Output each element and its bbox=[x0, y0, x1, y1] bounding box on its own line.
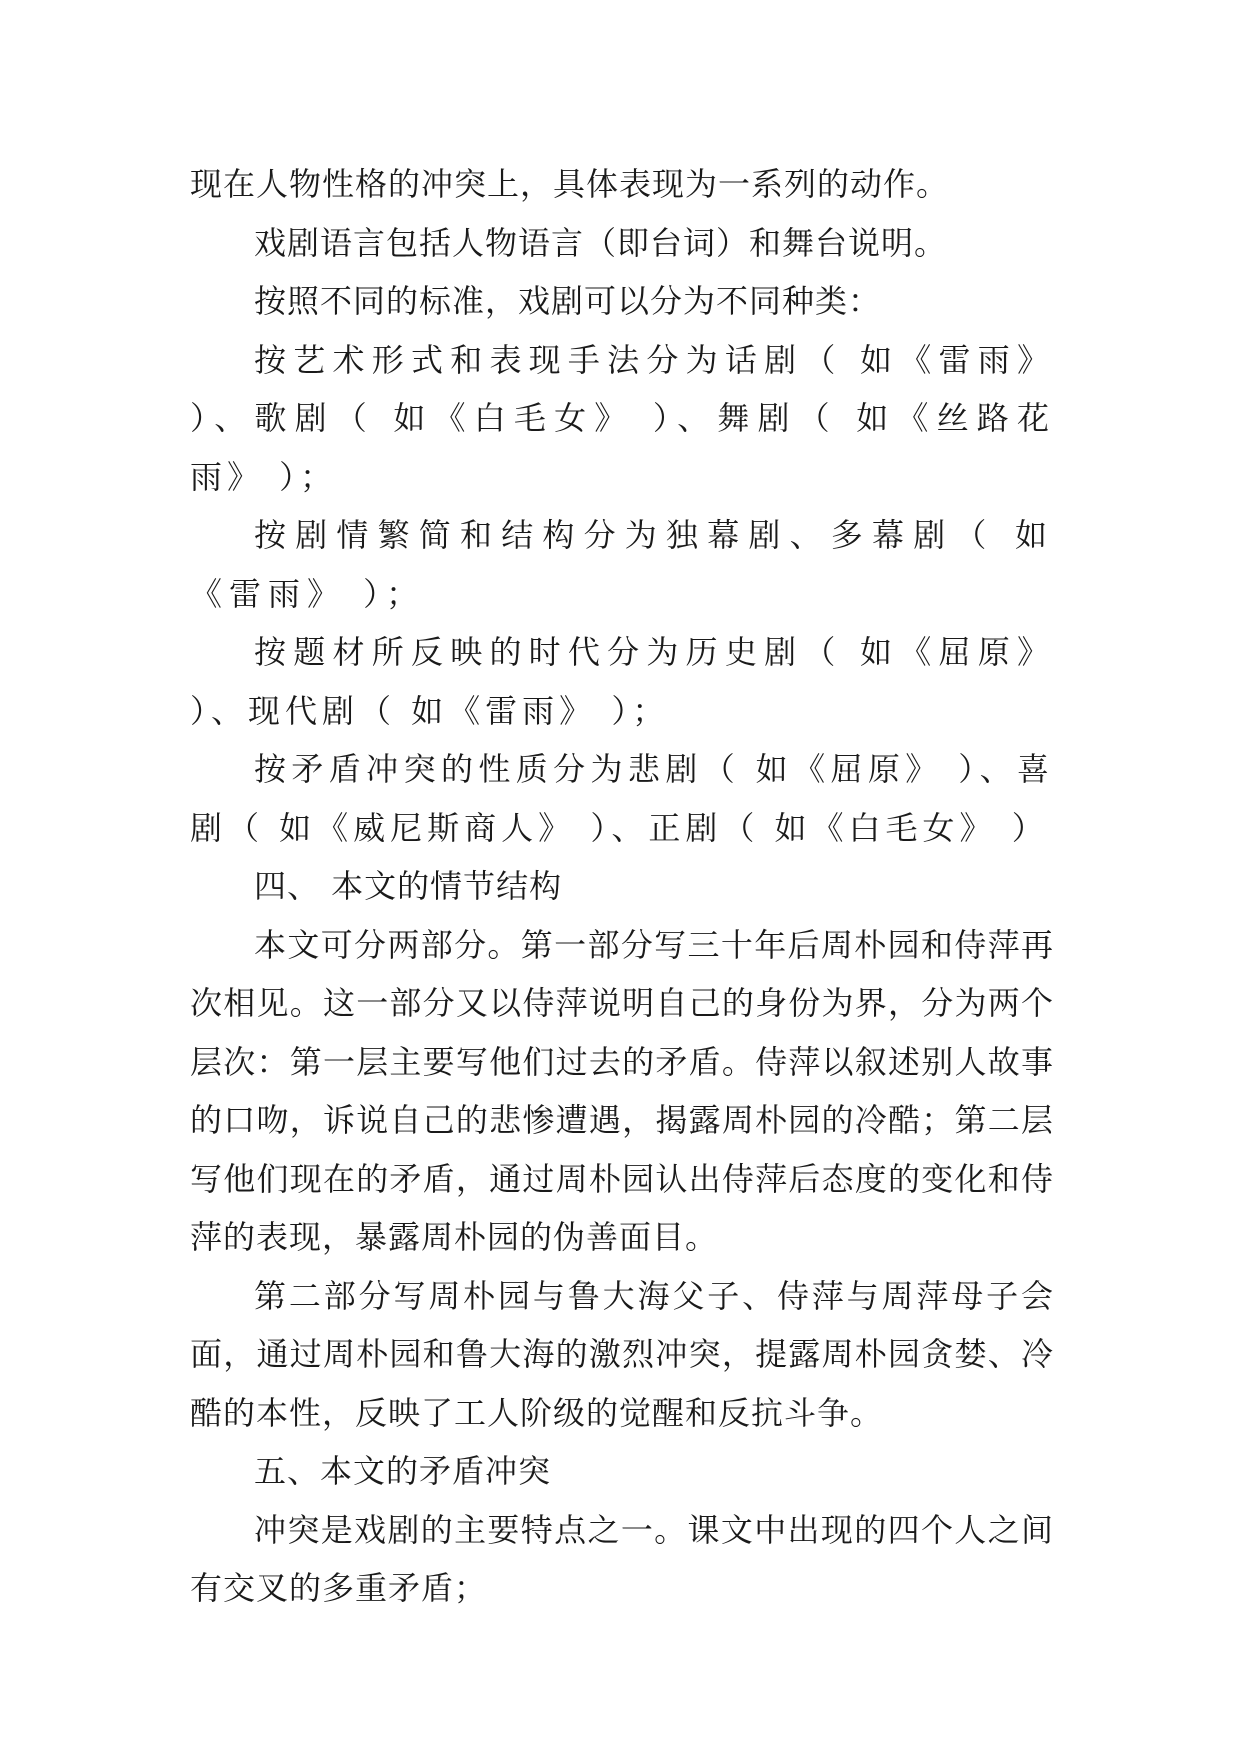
paragraph-by-plot-structure: 按剧情繁简和结构分为独幕剧、多幕剧（ 如《雷雨》 ）； bbox=[190, 516, 1054, 613]
section-heading-conflict: 五、本文的矛盾冲突 bbox=[254, 1452, 552, 1490]
paragraph-by-art-form: 按艺术形式和表现手法分为话剧（ 如《雷雨》 ）、歌剧（ 如《白毛女》 ）、舞剧（ 如《丝路花雨》 ）； bbox=[190, 340, 1054, 496]
paragraph-drama-language: 戏剧语言包括人物语言（即台词）和舞台说明。 bbox=[254, 223, 948, 262]
paragraph-plot-part-one: 本文可分两部分。第一部分写三十年后周朴园和侍萍再次相见。这一部分又以侍萍说明自己的身份为界，分为两个层次：第一层主要写他们过去的矛盾。侍萍以叙述别人故事的口吻，诉说自己的悲惨遭遇，揭露周朴园的冷酷；第二层写他们现在的矛盾，通过周朴园认出侍萍后态度的变化和侍萍的表现，暴露周朴园的伪善面目。 bbox=[190, 925, 1054, 1256]
paragraph-conflict-intro: 冲突是戏剧的主要特点之一。课文中出现的四个人之间有交叉的多重矛盾； bbox=[190, 1510, 1054, 1607]
document-body bbox=[190, 155, 1054, 1618]
paragraph-continuation: 现在人物性格的冲突上，具体表现为一系列的动作。 bbox=[190, 165, 950, 203]
section-heading-plot-structure: 四、 本文的情节结构 bbox=[254, 867, 563, 905]
paragraph-by-conflict-nature: 按矛盾冲突的性质分为悲剧（ 如《屈原》 ）、喜剧（ 如《威尼斯商人》 ）、正剧（ 如《白毛女》 ） bbox=[190, 750, 1054, 847]
paragraph-plot-part-two: 第二部分写周朴园与鲁大海父子、侍萍与周萍母子会面，通过周朴园和鲁大海的激烈冲突，提露周朴园贪婪、冷酷的本性，反映了工人阶级的觉醒和反抗斗争。 bbox=[190, 1276, 1054, 1432]
paragraph-classification-intro: 按照不同的标准，戏剧可以分为不同种类： bbox=[254, 282, 882, 320]
paragraph-by-era: 按题材所反映的时代分为历史剧（ 如《屈原》 ）、现代剧（ 如《雷雨》 ）； bbox=[190, 633, 1054, 730]
